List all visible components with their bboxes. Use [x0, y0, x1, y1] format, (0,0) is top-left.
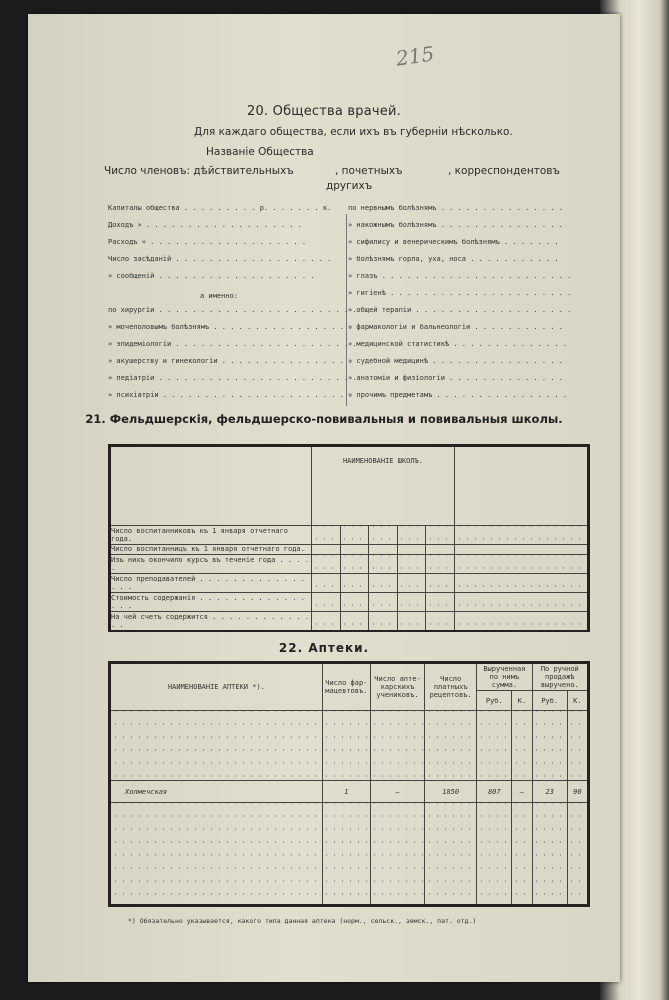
left-row: Число засѣданій . . . . . . . . . . . . . . . . . . . — [108, 255, 332, 263]
right-row: » гигіенѣ . . . . . . . . . . . . . . . . . . . . . . — [348, 289, 572, 297]
left-row: Расходъ » . . . . . . . . . . . . . . . . . . . — [108, 238, 307, 246]
section20-title: 20. Общества врачей. — [247, 104, 401, 119]
revenue-kop-cell: — — [512, 781, 532, 803]
students-cell: — — [370, 781, 424, 803]
pharmacy-row — [110, 781, 589, 803]
schools-row-label: Стоимость содержанія . . . . . . . . . . . . . . . . — [110, 592, 312, 611]
schools-name-header — [312, 446, 455, 526]
document-page — [28, 14, 620, 982]
right-row: по нервнымъ болѣзнямъ . . . . . . . . . . . . . . . — [348, 204, 563, 212]
left-row: » эпидеміологіи . . . . . . . . . . . . . . . . . . . . . . — [108, 340, 357, 348]
honorary-label: , почетныхъ — [335, 165, 403, 177]
right-row: » прочимъ предметамъ . . . . . . . . . . . . . . . . — [348, 391, 568, 399]
schools-header-text: НАИМЕНОВАНІЕ ШКОЛЪ. — [342, 457, 424, 465]
schools-row-label: На чей счетъ содержится . . . . . . . . . . . . . . — [110, 611, 312, 631]
retail-header: По ручной продажѣ выручено. — [532, 663, 588, 691]
left-row: » акушерству и гинекологіи . . . . . . . . . . . . . . . . — [108, 357, 353, 365]
right-row: » общей терапіи . . . . . . . . . . . . . . . . . . . — [348, 306, 572, 314]
right-row: » фармакологіи и бальнеологіи . . . . . . . . . . . — [348, 323, 563, 331]
section21-title: 21. Фельдшерскія, фельдшерско-повивальныя и повивальныя школы. — [85, 412, 563, 426]
left-row: Капиталы общества . . . . . . . . . р. . . . . . . к. — [108, 204, 332, 212]
recipes-cell: 1850 — [425, 781, 477, 803]
pharmacists-header: Число фар-мацевтовъ. — [322, 663, 370, 711]
right-row: » сифилису и венерическимъ болѣзнямъ . . . . . . . — [348, 238, 559, 246]
right-row: » медицинской статистикѣ . . . . . . . . . . . . . . — [348, 340, 568, 348]
left-row: » психіатріи . . . . . . . . . . . . . . . . . . . . . . . — [108, 391, 353, 399]
left-row: » сообщеній . . . . . . . . . . . . . . . . . . . — [108, 272, 315, 280]
revenue-kop-header: К. — [512, 691, 532, 711]
recipes-header: Число платныхъ рецептовъ. — [425, 663, 477, 711]
others-label: другихъ — [326, 180, 373, 192]
schools-empty-header — [455, 446, 589, 526]
pharmacy-name-header: НАИМЕНОВАНІЕ АПТЕКИ *). — [110, 663, 323, 711]
schools-row-label: Число преподавателей . . . . . . . . . . . . . . . . — [110, 573, 312, 592]
left-row: а именно: — [200, 292, 238, 300]
page-number: 215 — [394, 41, 436, 71]
correspondents-label: , корреспондентовъ — [448, 165, 560, 177]
society-name-label: Названіе Общества — [206, 146, 314, 158]
schools-label-header — [110, 446, 312, 526]
revenue-rub-header: Руб. — [477, 691, 512, 711]
footnote: *) Обязательно указывается, какого типа данная аптека (норм., сельск., земск., пат. отд.) — [128, 917, 477, 925]
schools-table — [108, 444, 590, 632]
left-row: Доходъ » . . . . . . . . . . . . . . . . . . . — [108, 221, 302, 229]
schools-row-label: Изъ нихъ окончило курсъ въ теченіе года . . . . . — [110, 555, 312, 574]
section20-subtitle: Для каждаго общества, если ихъ въ губерніи нѣсколько. — [194, 126, 513, 138]
revenue-rub-cell: 807 — [477, 781, 512, 803]
pharmacy-name-cell: Холмечская — [110, 781, 323, 803]
left-row: по хирургіи . . . . . . . . . . . . . . . . . . . . . . . . — [108, 306, 357, 314]
retail-kop-header: К. — [567, 691, 588, 711]
left-row: » мочеполовымъ болѣзнямъ . . . . . . . . . . . . . . . . . — [108, 323, 353, 331]
schools-row-label: Число воспитанниковъ къ 1 января отчетнаго года. — [110, 526, 312, 545]
revenue-header: Вырученная по нимъ сумма. — [477, 663, 532, 691]
pharmacies-table — [108, 661, 590, 907]
students-header: Число апте-карскихъ учениковъ. — [370, 663, 424, 711]
schools-row-label: Число воспитанницъ къ 1 января отчетнаго года. — [110, 544, 312, 554]
left-row: » педіатріи . . . . . . . . . . . . . . . . . . . . . . . . — [108, 374, 357, 382]
right-row: » анатоміи и физіологіи . . . . . . . . . . . . . . — [348, 374, 563, 382]
retail-rub-header: Руб. — [532, 691, 567, 711]
retail-kop-cell: 90 — [567, 781, 588, 803]
right-row: » накожнымъ болѣзнямъ . . . . . . . . . . . . . . . — [348, 221, 563, 229]
right-row: » судебной медицинѣ . . . . . . . . . . . . . . . . — [348, 357, 563, 365]
members-label: Число членовъ: дѣйствительныхъ — [104, 165, 294, 177]
pharmacists-cell: 1 — [322, 781, 370, 803]
right-row: » болѣзнямъ горла, уха, носа . . . . . . . . . . . — [348, 255, 559, 263]
section22-title: 22. Аптеки. — [278, 641, 370, 655]
right-row: » глазъ . . . . . . . . . . . . . . . . . . . . . . . — [348, 272, 572, 280]
retail-rub-cell: 23 — [532, 781, 567, 803]
